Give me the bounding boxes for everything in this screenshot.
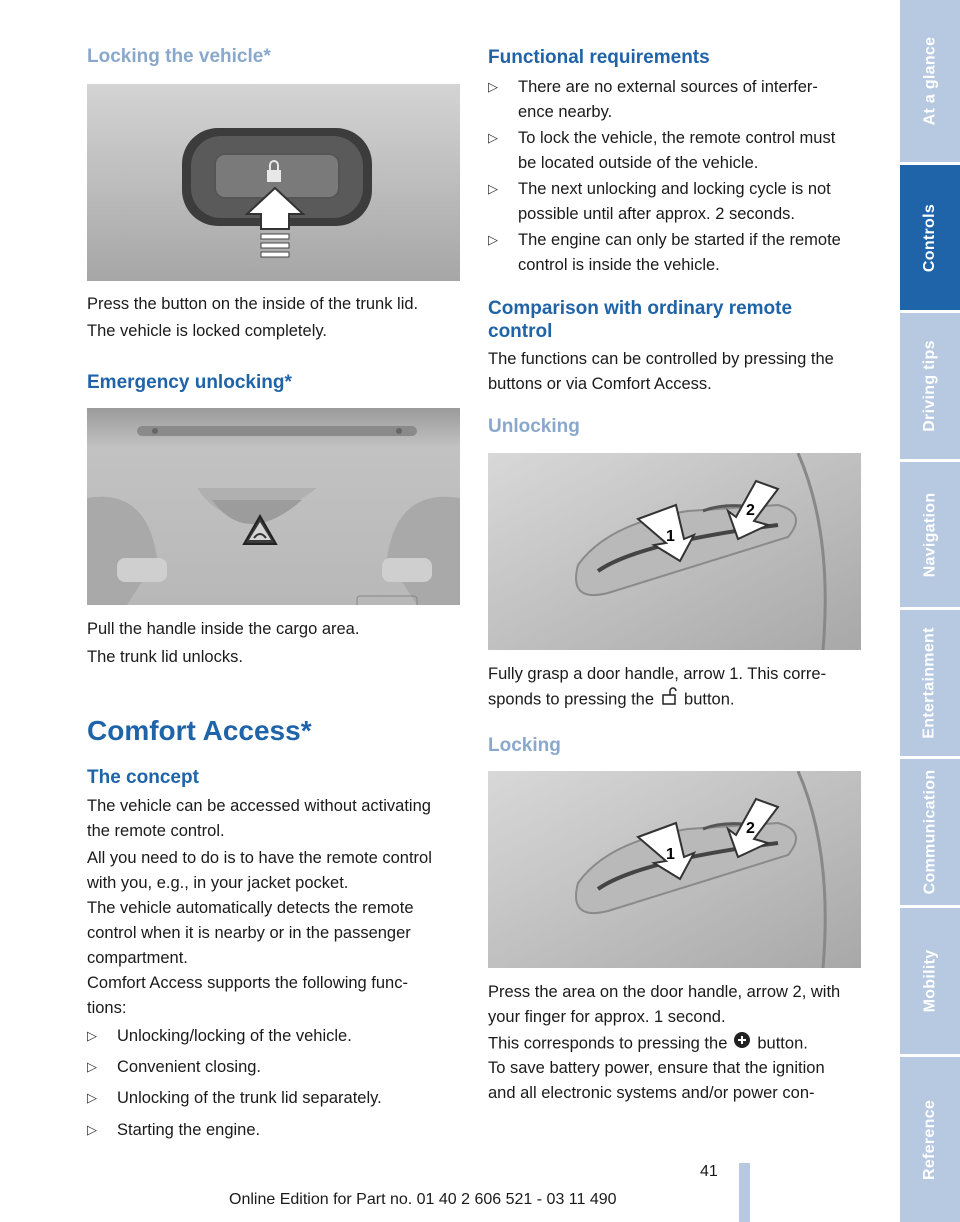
tab-reference[interactable]: Reference bbox=[900, 1057, 960, 1222]
svg-text:2: 2 bbox=[746, 502, 755, 519]
tab-driving-tips[interactable]: Driving tips bbox=[900, 313, 960, 459]
concept-text-1: The vehicle can be accessed without activating the remote control. bbox=[87, 797, 431, 840]
comfort-access-heading: Comfort Access* bbox=[87, 715, 312, 746]
comparison-heading: Comparison with ordinary remote control bbox=[488, 298, 793, 342]
triangle-bullet-icon: ▷ bbox=[87, 1122, 97, 1137]
footer-edition: Online Edition for Part no. 01 40 2 606 521 - 03 11 490 bbox=[229, 1191, 617, 1208]
list-item: ▷ Starting the engine. bbox=[87, 1121, 261, 1139]
locking-text-3: To save battery power, ensure that the ignition and all electronic systems and/or power con- bbox=[488, 1059, 825, 1102]
triangle-bullet-icon: ▷ bbox=[87, 1028, 97, 1043]
list-item: ▷ Unlocking/locking of the vehicle. bbox=[87, 1027, 352, 1045]
unlock-button-icon bbox=[660, 687, 678, 713]
concept-text-4: Comfort Access supports the following func- tions: bbox=[87, 974, 408, 1017]
list-item: ▷ The engine can only be started if the remote control is inside the vehicle. bbox=[488, 231, 841, 274]
concept-text-2: All you need to do is to have the remote control with you, e.g., in your jacket pocket. bbox=[87, 849, 432, 892]
locking-door-handle-figure bbox=[488, 771, 861, 968]
svg-text:1: 1 bbox=[666, 846, 675, 863]
list-item: ▷ Convenient closing. bbox=[87, 1058, 262, 1076]
page-number: 41 bbox=[700, 1163, 718, 1180]
locking-text-1: Press the area on the door handle, arrow 2, with your finger for approx. 1 second. bbox=[488, 983, 841, 1026]
triangle-bullet-icon: ▷ bbox=[488, 232, 498, 247]
locking-text-1: Press the button on the inside of the trunk lid. bbox=[87, 295, 419, 313]
trunk-lock-button-figure bbox=[87, 84, 460, 281]
svg-text:2: 2 bbox=[746, 820, 755, 837]
list-item: ▷ The next unlocking and locking cycle is not possible until after approx. 2 seconds. bbox=[488, 180, 831, 223]
locking-text-2: This corresponds to pressing the button. bbox=[488, 1031, 808, 1057]
tab-mobility[interactable]: Mobility bbox=[900, 908, 960, 1054]
concept-text-3: The vehicle automatically detects the remote control when it is nearby or in the passenger compartment. bbox=[87, 899, 414, 967]
triangle-bullet-icon: ▷ bbox=[87, 1059, 97, 1074]
tab-communication[interactable]: Communication bbox=[900, 759, 960, 905]
tab-controls[interactable]: Controls bbox=[900, 165, 960, 310]
comparison-text: The functions can be controlled by pressing the buttons or via Comfort Access. bbox=[488, 350, 834, 393]
list-item: ▷ To lock the vehicle, the remote control must be located outside of the vehicle. bbox=[488, 129, 836, 172]
section-tabs bbox=[900, 0, 960, 1222]
requirements-list bbox=[488, 75, 862, 275]
locking-text-2: The vehicle is locked completely. bbox=[87, 322, 327, 340]
lock-button-icon bbox=[733, 1031, 751, 1057]
page-number-bar bbox=[739, 1163, 750, 1222]
tab-at-a-glance[interactable]: At a glance bbox=[900, 0, 960, 162]
unlocking-door-handle-figure bbox=[488, 453, 861, 650]
triangle-bullet-icon: ▷ bbox=[488, 130, 498, 145]
unlocking-text: Fully grasp a door handle, arrow 1. This corre- sponds to pressing the button. bbox=[488, 662, 826, 713]
list-item: ▷ There are no external sources of interfer- ence nearby. bbox=[488, 78, 818, 121]
emergency-heading: Emergency unlocking* bbox=[87, 372, 292, 393]
functional-requirements-heading: Functional requirements bbox=[488, 47, 710, 68]
unlocking-heading: Unlocking bbox=[488, 416, 580, 437]
list-item: ▷ Unlocking of the trunk lid separately. bbox=[87, 1089, 382, 1107]
tab-navigation[interactable]: Navigation bbox=[900, 462, 960, 607]
function-list bbox=[87, 1024, 461, 1144]
emergency-text-2: The trunk lid unlocks. bbox=[87, 648, 243, 666]
emergency-text-1: Pull the handle inside the cargo area. bbox=[87, 620, 360, 638]
tab-entertainment[interactable]: Entertainment bbox=[900, 610, 960, 756]
triangle-bullet-icon: ▷ bbox=[488, 181, 498, 196]
triangle-bullet-icon: ▷ bbox=[488, 79, 498, 94]
locking-right-heading: Locking bbox=[488, 735, 561, 756]
svg-text:1: 1 bbox=[666, 528, 675, 545]
concept-heading: The concept bbox=[87, 767, 199, 788]
locking-heading: Locking the vehicle* bbox=[87, 46, 271, 67]
triangle-bullet-icon: ▷ bbox=[87, 1090, 97, 1105]
emergency-handle-figure bbox=[87, 408, 460, 605]
